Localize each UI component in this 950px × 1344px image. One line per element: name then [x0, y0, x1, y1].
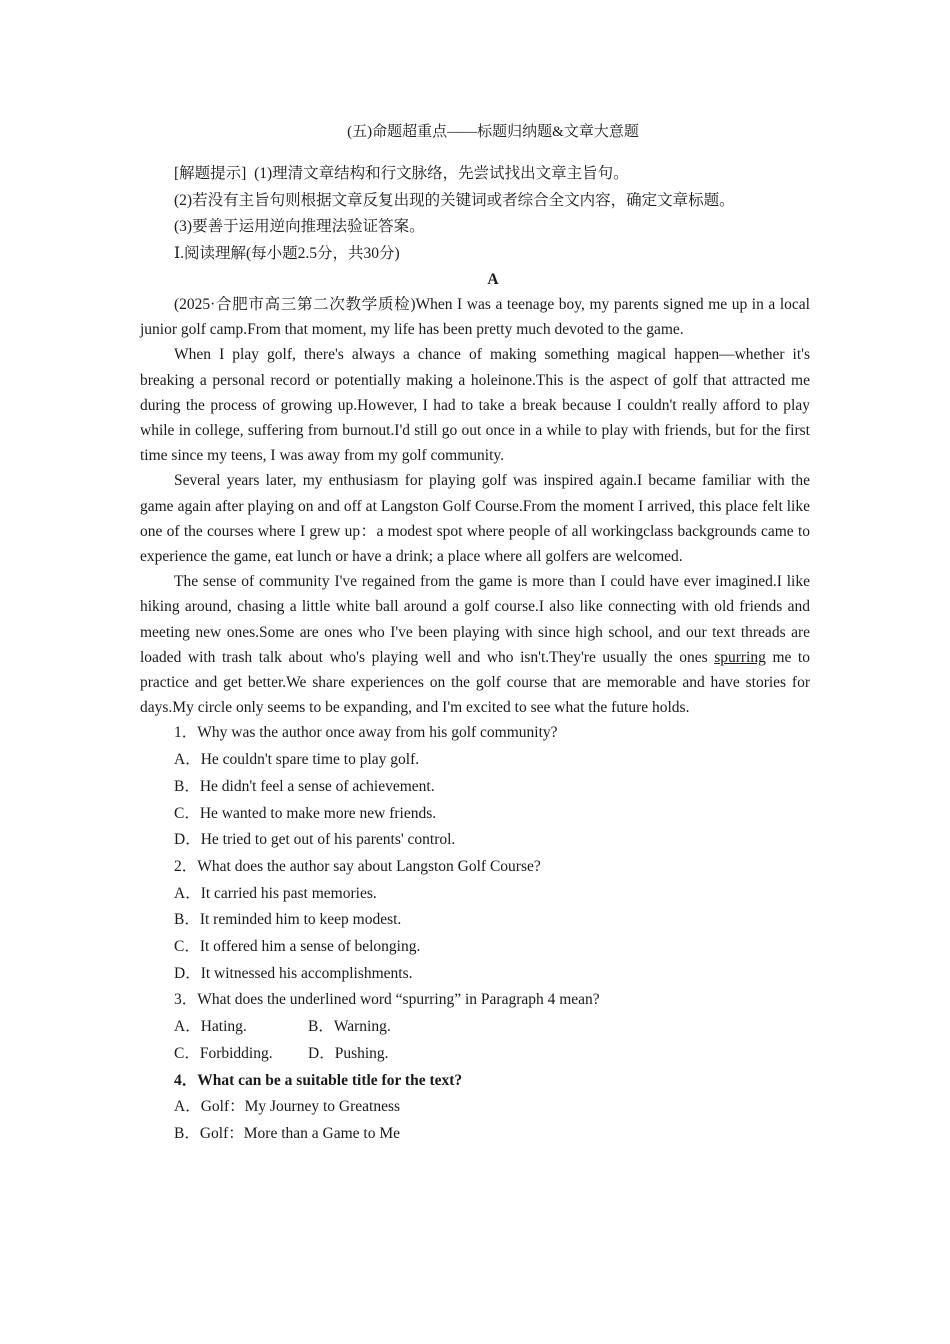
underlined-word: spurring [714, 648, 766, 666]
paragraph-1: (2025·合肥市高三第二次教学质检)When I was a teenage boy, my parents signed me up in a local junior golf camp.From that moment, my life has been pretty much devoted to the game. [140, 296, 810, 339]
section-heading: Ⅰ.阅读理解(每小题2.5分，共30分) [174, 244, 400, 262]
question-3-options-row-2 [140, 1041, 810, 1068]
question-2-stem: 2．What does the author say about Langston Golf Course? [174, 857, 541, 875]
hint-3: (3)要善于运用逆向推理法验证答案。 [174, 218, 425, 235]
hint-2: (2)若没有主旨句则根据文章反复出现的关键词或者综合全文内容，确定文章标题。 [174, 191, 735, 209]
question-3-option-a: A．Hating. [174, 1018, 247, 1036]
passage-label: A [487, 271, 499, 288]
question-4-number: 4． [174, 1071, 198, 1089]
question-4-text: What can be a suitable title for the text? [197, 1071, 463, 1089]
question-1-option-d: D．He tried to get out of his parents' control. [174, 831, 456, 849]
question-1-option-a: A．He couldn't spare time to play golf. [174, 751, 420, 769]
question-3-stem: 3．What does the underlined word “spurring” in Paragraph 4 mean? [174, 991, 600, 1009]
question-1-stem: 1．Why was the author once away from his golf community? [174, 724, 558, 742]
question-1-option-b: B．He didn't feel a sense of achievement. [174, 777, 435, 795]
paragraph-2: When I play golf, there's always a chance of making something magical happen—whether it's breaking a personal record or potentially making a holeinone.This is the aspect of golf that attracted me during the process of growing up.However, I had to take a break because I couldn't really afford to play while in college, suffering from burnout.I'd still go out once in a while to play with friends, but for the first time since my teens, I was away from my golf community. [140, 346, 810, 465]
question-3-option-b: B．Warning. [308, 1018, 391, 1036]
question-3-option-d: D．Pushing. [308, 1044, 389, 1062]
paragraph-4-part-2: me to practice and get better.We share experiences on the golf course that are memorable and have stories for days.My circle only seems to be expanding, and I'm excited to see what the future holds. [140, 648, 810, 717]
paragraph-4 [140, 569, 810, 720]
question-4-stem [140, 1068, 810, 1095]
hint-label: [解题提示] [174, 165, 247, 182]
question-3-options-row-1 [140, 1014, 810, 1041]
question-4-option-a: A．Golf：My Journey to Greatness [174, 1098, 401, 1116]
paragraph-4-part-1: The sense of community I've regained from the game is more than I could have ever imagined.I like hiking around, chasing a little white ball around a golf course.I also like connecting with old friends and meeting new ones.Some are ones who I've been playing with since high school, and our text threads are loaded with trash talk about who's playing well and who isn't.They're usually the ones [140, 573, 810, 666]
question-4-option-b: B．Golf：More than a Game to Me [174, 1125, 400, 1142]
question-1-option-c: C．He wanted to make more new friends. [174, 804, 437, 822]
hint-line-1 [140, 161, 810, 188]
question-2-option-b: B．It reminded him to keep modest. [174, 911, 402, 929]
hint-1: (1)理清文章结构和行文脉络，先尝试找出文章主旨句。 [254, 165, 629, 182]
page-title: (五)命题超重点——标题归纳题&文章大意题 [347, 124, 639, 140]
question-2-option-c: C．It offered him a sense of belonging. [174, 938, 421, 956]
question-2-option-a: A．It carried his past memories. [174, 884, 377, 902]
paragraph-3: Several years later, my enthusiasm for playing golf was inspired again.I became familiar with the game again after playing on and off at Langston Golf Course.From the moment I arrived, this place felt like one of the courses where I grew up：a modest spot where people of all workingclass backgrounds came to experience the game, eat lunch or have a drink; a place where all golfers are welcomed. [140, 472, 810, 566]
question-3-option-c: C．Forbidding. [174, 1044, 273, 1062]
document-page [140, 120, 810, 1148]
question-2-option-d: D．It witnessed his accomplishments. [174, 964, 413, 982]
